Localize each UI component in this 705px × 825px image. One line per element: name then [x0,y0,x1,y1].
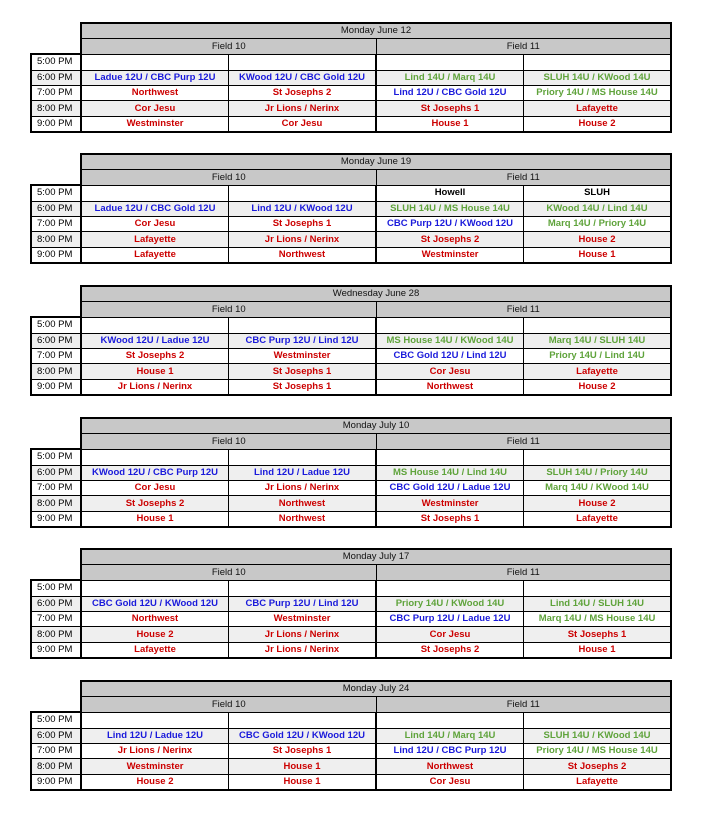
time-label: 9:00 PM [31,642,81,658]
game-cell: Priory 14U / KWood 14U [376,596,524,611]
time-slot-row [31,627,671,642]
time-label: 7:00 PM [31,612,81,627]
date-header: Monday July 10 [81,418,671,434]
game-cell: House 1 [524,247,672,263]
game-cell: House 1 [229,759,377,774]
time-label: 9:00 PM [31,379,81,395]
game-cell: CBC Purp 12U / Lind 12U [229,596,377,611]
game-cell: Jr Lions / Nerinx [229,101,377,116]
blank-corner [31,681,81,697]
time-label: 8:00 PM [31,364,81,379]
game-cell: St Josephs 2 [81,496,229,511]
game-cell: SLUH 14U / Priory 14U [524,465,672,480]
game-cell: Lafayette [81,232,229,247]
time-label: 5:00 PM [31,54,81,70]
empty-game-cell [81,317,229,333]
game-cell: Lafayette [81,642,229,658]
time-slot-row [31,201,671,216]
blank-corner [31,170,81,185]
field-header: Field 10 [81,302,376,317]
game-cell: House 2 [81,627,229,642]
week-schedule-table [30,153,672,264]
empty-game-cell [376,712,524,728]
time-label: 8:00 PM [31,627,81,642]
game-cell: Northwest [376,379,524,395]
game-cell: SLUH 14U / KWood 14U [524,70,672,85]
blank-corner [31,565,81,580]
game-cell: St Josephs 1 [376,101,524,116]
game-cell: Lind 12U / KWood 12U [229,201,377,216]
game-cell: SLUH 14U / KWood 14U [524,728,672,743]
empty-game-cell [81,449,229,465]
field-header: Field 10 [81,434,376,449]
game-cell: CBC Gold 12U / KWood 12U [81,596,229,611]
time-label: 6:00 PM [31,596,81,611]
time-label: 7:00 PM [31,349,81,364]
game-cell: Northwest [229,247,377,263]
game-cell: Cor Jesu [229,116,377,132]
time-slot-row [31,511,671,527]
time-slot-row [31,232,671,247]
game-cell: Westminster [81,116,229,132]
game-cell: St Josephs 1 [229,364,377,379]
game-cell: Marq 14U / SLUH 14U [524,333,672,348]
time-slot-row [31,580,671,596]
time-slot-row [31,728,671,743]
time-label: 6:00 PM [31,465,81,480]
game-cell: MS House 14U / Lind 14U [376,465,524,480]
game-cell: Lind 12U / CBC Purp 12U [376,744,524,759]
game-cell: St Josephs 2 [524,759,672,774]
game-cell: St Josephs 2 [81,349,229,364]
game-cell: House 1 [524,642,672,658]
time-label: 9:00 PM [31,247,81,263]
game-cell: Lafayette [524,364,672,379]
game-cell: Westminster [229,349,377,364]
game-cell: House 1 [81,364,229,379]
time-slot-row [31,379,671,395]
game-cell: CBC Gold 12U / Ladue 12U [376,481,524,496]
time-slot-row [31,217,671,232]
time-label: 9:00 PM [31,511,81,527]
time-slot-row [31,465,671,480]
game-cell: House 2 [524,232,672,247]
week-schedule-table [30,417,672,528]
field-header: Field 10 [81,697,376,712]
game-cell: Westminster [376,247,524,263]
game-cell: Northwest [376,759,524,774]
empty-game-cell [81,54,229,70]
date-header: Monday July 17 [81,549,671,565]
game-cell: Cor Jesu [376,627,524,642]
time-label: 7:00 PM [31,744,81,759]
game-cell: St Josephs 1 [229,217,377,232]
empty-game-cell [524,54,672,70]
time-label: 7:00 PM [31,481,81,496]
blank-corner [31,286,81,302]
time-slot-row [31,116,671,132]
game-cell: Lafayette [524,774,672,790]
game-cell: SLUH 14U / MS House 14U [376,201,524,216]
game-cell: House 2 [524,496,672,511]
blank-corner [31,302,81,317]
game-cell: House 2 [81,774,229,790]
time-label: 8:00 PM [31,759,81,774]
game-cell: Jr Lions / Nerinx [81,379,229,395]
date-header: Monday June 19 [81,154,671,170]
time-label: 9:00 PM [31,774,81,790]
time-slot-row [31,333,671,348]
game-cell: SLUH [524,185,672,201]
field-header: Field 10 [81,170,376,185]
week-schedule-table [30,680,672,791]
game-cell: Northwest [229,511,377,527]
game-cell: Jr Lions / Nerinx [229,642,377,658]
time-slot-row [31,744,671,759]
game-cell: Lafayette [524,511,672,527]
empty-game-cell [229,712,377,728]
date-header: Monday June 12 [81,23,671,39]
game-cell: St Josephs 1 [229,744,377,759]
game-cell: House 1 [376,116,524,132]
empty-game-cell [81,580,229,596]
blank-corner [31,549,81,565]
empty-game-cell [376,449,524,465]
time-label: 8:00 PM [31,496,81,511]
game-cell: House 2 [524,379,672,395]
game-cell: Lind 14U / Marq 14U [376,728,524,743]
game-cell: Ladue 12U / CBC Gold 12U [81,201,229,216]
blank-corner [31,39,81,54]
week-schedule-table [30,22,672,133]
empty-game-cell [229,54,377,70]
time-slot-row [31,481,671,496]
empty-game-cell [229,317,377,333]
time-slot-row [31,496,671,511]
game-cell: Northwest [229,496,377,511]
time-slot-row [31,449,671,465]
game-cell: Priory 14U / MS House 14U [524,86,672,101]
time-slot-row [31,317,671,333]
game-cell: Northwest [81,86,229,101]
game-cell: Lind 14U / Marq 14U [376,70,524,85]
time-slot-row [31,101,671,116]
date-header: Monday July 24 [81,681,671,697]
game-cell: Howell [376,185,524,201]
game-cell: CBC Gold 12U / Lind 12U [376,349,524,364]
time-label: 5:00 PM [31,712,81,728]
empty-game-cell [376,317,524,333]
game-cell: St Josephs 1 [524,627,672,642]
game-cell: KWood 12U / Ladue 12U [81,333,229,348]
time-label: 6:00 PM [31,70,81,85]
game-cell: Cor Jesu [376,364,524,379]
game-cell: Cor Jesu [376,774,524,790]
game-cell: Cor Jesu [81,481,229,496]
field-header: Field 10 [81,39,376,54]
time-label: 5:00 PM [31,449,81,465]
game-cell: Jr Lions / Nerinx [229,232,377,247]
game-cell: CBC Gold 12U / KWood 12U [229,728,377,743]
time-label: 6:00 PM [31,333,81,348]
game-cell: Westminster [229,612,377,627]
game-cell: KWood 12U / CBC Purp 12U [81,465,229,480]
game-cell: KWood 14U / Lind 14U [524,201,672,216]
game-cell: St Josephs 2 [229,86,377,101]
blank-corner [31,697,81,712]
field-header: Field 11 [376,434,671,449]
game-cell: House 1 [229,774,377,790]
game-cell: Westminster [376,496,524,511]
game-cell: House 1 [81,511,229,527]
empty-game-cell [376,54,524,70]
empty-game-cell [376,580,524,596]
empty-game-cell [524,712,672,728]
time-label: 7:00 PM [31,86,81,101]
time-slot-row [31,774,671,790]
game-cell: Cor Jesu [81,101,229,116]
time-label: 5:00 PM [31,185,81,201]
game-cell: Lind 12U / CBC Gold 12U [376,86,524,101]
empty-game-cell [524,580,672,596]
blank-corner [31,418,81,434]
game-cell: Marq 14U / KWood 14U [524,481,672,496]
game-cell: Cor Jesu [81,217,229,232]
week-schedule-table [30,285,672,396]
empty-game-cell [229,580,377,596]
time-slot-row [31,759,671,774]
empty-game-cell [81,712,229,728]
game-cell: Ladue 12U / CBC Purp 12U [81,70,229,85]
time-label: 9:00 PM [31,116,81,132]
empty-game-cell [524,449,672,465]
time-slot-row [31,185,671,201]
time-slot-row [31,596,671,611]
game-cell: Lafayette [524,101,672,116]
time-label: 5:00 PM [31,580,81,596]
game-cell: Marq 14U / Priory 14U [524,217,672,232]
game-cell: Marq 14U / MS House 14U [524,612,672,627]
time-slot-row [31,54,671,70]
empty-game-cell [229,185,377,201]
game-cell: St Josephs 2 [376,642,524,658]
game-cell: Westminster [81,759,229,774]
game-cell: Priory 14U / Lind 14U [524,349,672,364]
field-header: Field 11 [376,302,671,317]
time-label: 8:00 PM [31,101,81,116]
date-header: Wednesday June 28 [81,286,671,302]
blank-corner [31,154,81,170]
time-slot-row [31,70,671,85]
game-cell: House 2 [524,116,672,132]
blank-corner [31,434,81,449]
field-header: Field 11 [376,170,671,185]
time-label: 6:00 PM [31,201,81,216]
game-cell: Jr Lions / Nerinx [81,744,229,759]
time-slot-row [31,712,671,728]
game-cell: Lafayette [81,247,229,263]
game-cell: Lind 12U / Ladue 12U [229,465,377,480]
empty-game-cell [524,317,672,333]
empty-game-cell [229,449,377,465]
field-header: Field 10 [81,565,376,580]
time-slot-row [31,642,671,658]
game-cell: Lind 14U / SLUH 14U [524,596,672,611]
field-header: Field 11 [376,39,671,54]
game-cell: CBC Purp 12U / Ladue 12U [376,612,524,627]
time-label: 6:00 PM [31,728,81,743]
game-cell: MS House 14U / KWood 14U [376,333,524,348]
time-slot-row [31,349,671,364]
game-cell: KWood 12U / CBC Gold 12U [229,70,377,85]
field-header: Field 11 [376,565,671,580]
game-cell: CBC Purp 12U / Lind 12U [229,333,377,348]
time-label: 7:00 PM [31,217,81,232]
time-label: 5:00 PM [31,317,81,333]
game-cell: St Josephs 2 [376,232,524,247]
blank-corner [31,23,81,39]
time-slot-row [31,247,671,263]
field-header: Field 11 [376,697,671,712]
game-cell: Northwest [81,612,229,627]
empty-game-cell [81,185,229,201]
time-slot-row [31,612,671,627]
week-schedule-table [30,548,672,659]
time-slot-row [31,364,671,379]
time-slot-row [31,86,671,101]
game-cell: Priory 14U / MS House 14U [524,744,672,759]
game-cell: Jr Lions / Nerinx [229,627,377,642]
game-cell: Jr Lions / Nerinx [229,481,377,496]
time-label: 8:00 PM [31,232,81,247]
game-cell: St Josephs 1 [229,379,377,395]
game-cell: St Josephs 1 [376,511,524,527]
game-cell: Lind 12U / Ladue 12U [81,728,229,743]
game-cell: CBC Purp 12U / KWood 12U [376,217,524,232]
